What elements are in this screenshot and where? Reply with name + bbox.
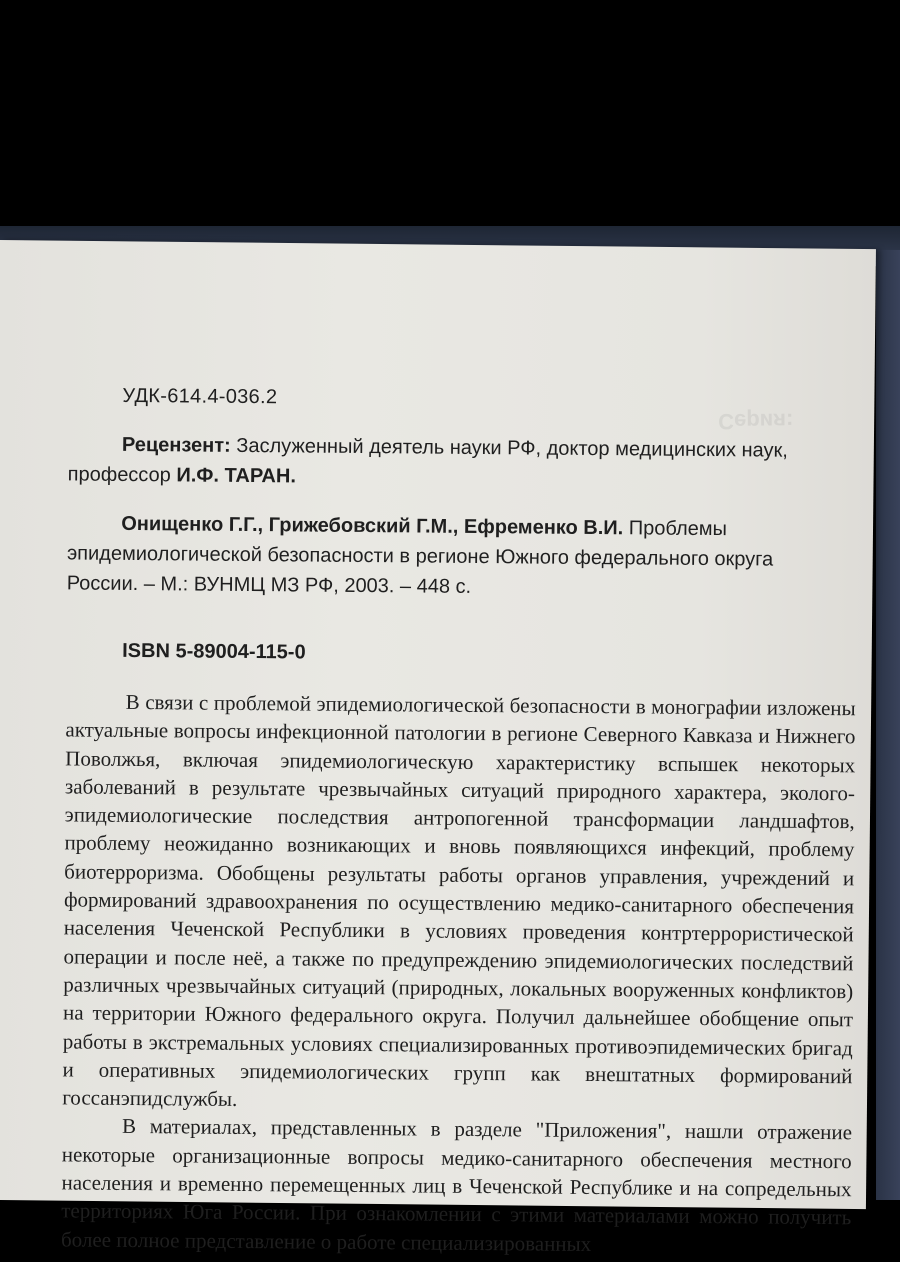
- reviewer-block: [68, 429, 848, 496]
- reviewer-label: Рецензент:: [121, 433, 231, 457]
- book-cover-right-edge: [876, 250, 900, 1200]
- reviewer-title: Заслуженный деятель науки РФ, доктор медицинских наук,: [236, 434, 788, 462]
- book-page: [0, 240, 876, 1256]
- bibliographic-record: [67, 508, 848, 605]
- show-through-text: Серия:: [718, 408, 794, 435]
- reviewer-prefix: профессор: [67, 463, 171, 487]
- bib-text: Проблемы эпидемиологической безопасности в регионе Южного федерального округа России. – М.: ВУНМЦ МЗ РФ, 2003. – 448 с.: [66, 517, 774, 598]
- abstract-paragraph: В материалах, представленных в разделе "Приложения", нашли отражение некоторые организационные вопросы медико-санитарного обеспечения местного населения и временно перемещенных лиц в Чеченской Республике и на сопредельных территориях Юга России. При ознакомлении с этими материалами можно получить более полное представление о работе специализированных: [60, 1114, 853, 1256]
- isbn: ISBN 5-89004-115-0: [122, 639, 306, 664]
- udk-code: УДК-614.4-036.2: [122, 384, 278, 409]
- reviewer-name: И.Ф. ТАРАН.: [176, 464, 297, 488]
- abstract: [61, 687, 856, 1260]
- bib-authors: Онищенко Г.Г., Грижебовский Г.М., Ефременко В.И.: [121, 512, 624, 540]
- abstract-paragraph: В связи с проблемой эпидемиологической безопасности в монографии изложены актуальные вопросы инфекционной патологии в регионе Северного Кавказа и Нижнего Поволжья, включая эпидемиологическую характеристику вспышек некоторых заболеваний в результате чрезвычайных ситуаций природного характера, эколого-эпидемиологические последствия антропогенной трансформации ландшафтов, проблему неожиданно возникающих и вновь появляющихся инфекций, проблему биотерроризма. Обобщены результаты работы органов управления, учреждений и формирований здравоохранения по осуществлению медико-санитарного обеспечения населения Чеченской Республики в условиях проведения контртеррористической операции и после неё, а также по предупреждению эпидемиологических последствий различных чрезвычайных ситуаций (природных, локальных вооруженных конфликтов) на территории Южного федерального округа. Получил дальнейшее обобщение опыт работы в экстремальных условиях специализированных противоэпидемических бригад и оперативных эпидемиологических групп как внештатных формирований госсанэпидслужбы.: [62, 689, 856, 1112]
